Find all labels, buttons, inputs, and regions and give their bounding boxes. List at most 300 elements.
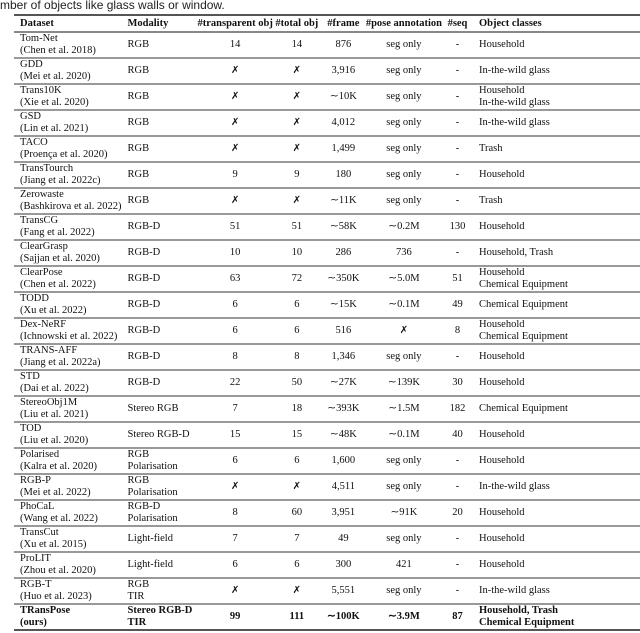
modality-cell: [121, 578, 197, 604]
object-class: Household: [478, 221, 525, 232]
dataset-cell: [14, 214, 121, 240]
seq-cell-value: -: [455, 585, 460, 596]
pose-annotation-cell-value: 421: [396, 559, 412, 570]
table-row: [14, 396, 640, 422]
frame-cell-value: ∼100K: [326, 611, 360, 622]
table-row: [14, 552, 640, 578]
frame-cell: [321, 162, 366, 188]
modality-value: RGB-D: [127, 377, 161, 388]
object-classes-cell: [473, 266, 640, 292]
dataset-cell: [14, 578, 121, 604]
dataset-citation: (Fang et al. 2022): [20, 227, 95, 238]
total-obj-cell: [273, 214, 321, 240]
total-obj-cell-value: 10: [291, 247, 303, 258]
total-obj-cell: [273, 292, 321, 318]
dataset-name: TransTourch: [20, 163, 74, 174]
total-obj-cell: [273, 448, 321, 474]
object-class: Chemical Equipment: [478, 403, 568, 414]
seq-cell-value: 8: [454, 325, 461, 336]
modality-value: Stereo RGB-D: [127, 429, 190, 440]
dataset-cell: [14, 136, 121, 162]
seq-cell-value: -: [455, 351, 460, 362]
total-obj-cell: [273, 84, 321, 110]
dataset-citation: (Jiang et al. 2022c): [20, 175, 101, 186]
dataset-citation: (Wang et al. 2022): [20, 513, 98, 524]
frame-cell: [321, 84, 366, 110]
seq-cell: [442, 396, 473, 422]
dataset-cell: [14, 110, 121, 136]
seq-cell-value: -: [455, 533, 460, 544]
object-classes-cell: [473, 318, 640, 344]
seq-cell: [442, 214, 473, 240]
pose-annotation-cell-value: seg only: [386, 351, 422, 362]
total-obj-cell-value: 14: [291, 39, 303, 50]
pose-annotation-cell-value: ∼0.1M: [388, 299, 420, 310]
total-obj-cell-value: 7: [294, 533, 300, 544]
modality-value: RGB-D: [127, 221, 161, 232]
pose-annotation-cell: [366, 604, 442, 630]
transparent-obj-cell-value: ✗: [230, 91, 240, 102]
transparent-obj-cell: [197, 526, 272, 552]
dataset-cell: [14, 448, 121, 474]
seq-cell: [442, 266, 473, 292]
transparent-obj-cell: [197, 344, 272, 370]
total-obj-cell-value: ✗: [292, 481, 302, 492]
total-obj-cell-value: 15: [291, 429, 303, 440]
dataset-citation: (Ichnowski et al. 2022): [20, 331, 118, 342]
pose-annotation-cell-value: seg only: [386, 169, 422, 180]
object-class: Household: [478, 507, 525, 518]
pose-annotation-cell: [366, 58, 442, 84]
transparent-obj-cell: [197, 266, 272, 292]
frame-cell-value: 286: [335, 247, 352, 258]
seq-cell: [442, 136, 473, 162]
transparent-obj-cell: [197, 422, 272, 448]
seq-cell-value: -: [455, 117, 460, 128]
modality-cell: [121, 292, 197, 318]
modality-cell: [121, 136, 197, 162]
modality-value: RGB: [127, 143, 150, 154]
object-classes-cell: [473, 292, 640, 318]
object-class: Household: [478, 377, 525, 388]
seq-cell-value: -: [455, 65, 460, 76]
object-class: In-the-wild glass: [478, 585, 550, 596]
table-row: [14, 604, 640, 630]
total-obj-cell-value: 9: [294, 169, 300, 180]
object-class: Household: [478, 533, 525, 544]
frame-cell: [321, 110, 366, 136]
total-obj-cell-value: ✗: [292, 585, 302, 596]
frame-cell: [321, 214, 366, 240]
header-frame: #frame: [321, 15, 366, 32]
seq-cell: [442, 162, 473, 188]
pose-annotation-cell-value: ∼1.5M: [388, 403, 420, 414]
frame-cell: [321, 526, 366, 552]
total-obj-cell-value: 50: [291, 377, 303, 388]
total-obj-cell: [273, 526, 321, 552]
transparent-obj-cell-value: 14: [229, 39, 241, 50]
total-obj-cell-value: 72: [291, 273, 303, 284]
seq-cell: [442, 552, 473, 578]
table-row: [14, 162, 640, 188]
total-obj-cell-value: ✗: [292, 195, 302, 206]
frame-cell: [321, 396, 366, 422]
modality-value: RGB: [127, 91, 150, 102]
dataset-cell: [14, 422, 121, 448]
table-row: [14, 32, 640, 58]
dataset-name: TRansPose: [20, 605, 71, 616]
dataset-citation: (Chen et al. 2022): [20, 279, 96, 290]
dataset-name: TODD: [20, 293, 49, 304]
dataset-citation: (Sajjan et al. 2020): [20, 253, 100, 264]
object-class: In-the-wild glass: [478, 481, 550, 492]
transparent-obj-cell-value: 7: [232, 403, 238, 414]
frame-cell: [321, 552, 366, 578]
object-class: Chemical Equipment: [478, 617, 575, 628]
frame-cell-value: ∼11K: [330, 195, 357, 206]
seq-cell-value: 20: [452, 507, 463, 518]
table-row: [14, 500, 640, 526]
object-classes-cell: [473, 448, 640, 474]
dataset-name: TransCG: [20, 215, 59, 226]
transparent-obj-cell-value: ✗: [230, 585, 240, 596]
table-row: [14, 578, 640, 604]
dataset-name: RGB-T: [20, 579, 52, 590]
transparent-obj-cell: [197, 240, 272, 266]
object-class: Household: [478, 429, 525, 440]
seq-cell-value: -: [455, 455, 460, 466]
object-class: Chemical Equipment: [478, 279, 568, 290]
dataset-name: Zerowaste: [20, 189, 64, 200]
frame-cell-value: 49: [338, 533, 349, 544]
total-obj-cell: [273, 32, 321, 58]
modality-value: TIR: [127, 591, 145, 602]
dataset-name: Polarised: [20, 449, 60, 460]
dataset-cell: [14, 474, 121, 500]
seq-cell: [442, 84, 473, 110]
dataset-cell: [14, 292, 121, 318]
seq-cell-value: 87: [452, 611, 463, 622]
total-obj-cell-value: 6: [294, 325, 300, 336]
seq-cell: [442, 292, 473, 318]
caption-fragment: mber of objects like glass walls or window.: [0, 0, 225, 12]
transparent-obj-cell: [197, 58, 272, 84]
modality-value: Polarisation: [127, 461, 178, 472]
transparent-obj-cell-value: ✗: [230, 481, 240, 492]
frame-cell: [321, 370, 366, 396]
modality-cell: [121, 58, 197, 84]
transparent-obj-cell: [197, 32, 272, 58]
object-classes-cell: [473, 240, 640, 266]
pose-annotation-cell: [366, 188, 442, 214]
dataset-name: GSD: [20, 111, 42, 122]
object-class: Household, Trash: [478, 247, 554, 258]
seq-cell: [442, 422, 473, 448]
header-modality: Modality: [121, 15, 197, 32]
transparent-obj-cell: [197, 578, 272, 604]
dataset-cell: [14, 266, 121, 292]
pose-annotation-cell: [366, 214, 442, 240]
transparent-obj-cell-value: ✗: [230, 117, 240, 128]
dataset-cell: [14, 162, 121, 188]
transparent-obj-cell-value: 8: [232, 507, 238, 518]
object-class: Household: [478, 319, 525, 330]
modality-value: Light-field: [127, 559, 173, 570]
pose-annotation-cell-value: ∼0.1M: [388, 429, 420, 440]
frame-cell-value: 516: [335, 325, 352, 336]
dataset-citation: (Chen et al. 2018): [20, 45, 96, 56]
header-pose-annotation: #pose annotation: [366, 15, 442, 32]
table-row: [14, 188, 640, 214]
modality-cell: [121, 84, 197, 110]
transparent-obj-cell-value: ✗: [230, 195, 240, 206]
frame-cell: [321, 136, 366, 162]
total-obj-cell-value: ✗: [292, 65, 302, 76]
pose-annotation-cell: [366, 422, 442, 448]
seq-cell-value: -: [455, 481, 460, 492]
object-class: Household: [478, 267, 525, 278]
transparent-obj-cell-value: 6: [232, 325, 238, 336]
seq-cell: [442, 578, 473, 604]
table-row: [14, 84, 640, 110]
total-obj-cell: [273, 422, 321, 448]
modality-value: RGB-D: [127, 501, 161, 512]
seq-cell: [442, 526, 473, 552]
pose-annotation-cell: [366, 318, 442, 344]
pose-annotation-cell: [366, 136, 442, 162]
transparent-obj-cell-value: 22: [229, 377, 241, 388]
object-classes-cell: [473, 162, 640, 188]
frame-cell-value: 3,916: [331, 65, 356, 76]
total-obj-cell-value: ✗: [292, 143, 302, 154]
modality-cell: [121, 266, 197, 292]
header-row: [14, 15, 640, 32]
transparent-obj-cell-value: 15: [229, 429, 241, 440]
seq-cell-value: 30: [452, 377, 463, 388]
total-obj-cell: [273, 344, 321, 370]
modality-cell: [121, 396, 197, 422]
dataset-citation: (Xie et al. 2020): [20, 97, 89, 108]
object-class: In-the-wild glass: [478, 117, 550, 128]
dataset-citation: (Bashkirova et al. 2022): [20, 201, 122, 212]
object-classes-cell: [473, 474, 640, 500]
object-classes-cell: [473, 422, 640, 448]
modality-cell: [121, 162, 197, 188]
modality-value: RGB: [127, 475, 150, 486]
modality-cell: [121, 474, 197, 500]
frame-cell-value: ∼10K: [329, 91, 357, 102]
dataset-citation: (Lin et al. 2021): [20, 123, 89, 134]
dataset-citation: (Liu et al. 2020): [20, 435, 89, 446]
table-row: [14, 344, 640, 370]
dataset-citation: (Huo et al. 2023): [20, 591, 92, 602]
pose-annotation-cell-value: ∼91K: [390, 507, 418, 518]
dataset-cell: [14, 344, 121, 370]
dataset-name: STD: [20, 371, 40, 382]
table-row: [14, 214, 640, 240]
transparent-obj-cell-value: 6: [232, 559, 238, 570]
table-row: [14, 422, 640, 448]
dataset-citation: (Dai et al. 2022): [20, 383, 89, 394]
object-class: Household, Trash: [478, 605, 558, 616]
dataset-cell: [14, 396, 121, 422]
dataset-name: TACO: [20, 137, 48, 148]
dataset-citation: (Proença et al. 2020): [20, 149, 108, 160]
pose-annotation-cell: [366, 526, 442, 552]
seq-cell-value: -: [455, 195, 460, 206]
transparent-obj-cell: [197, 604, 272, 630]
pose-annotation-cell: [366, 578, 442, 604]
transparent-obj-cell: [197, 318, 272, 344]
seq-cell-value: -: [455, 39, 460, 50]
dataset-name: RGB-P: [20, 475, 51, 486]
pose-annotation-cell-value: ∼3.9M: [387, 611, 420, 622]
seq-cell: [442, 474, 473, 500]
pose-annotation-cell: [366, 474, 442, 500]
transparent-obj-cell-value: 6: [232, 299, 238, 310]
frame-cell-value: ∼27K: [329, 377, 357, 388]
transparent-obj-cell: [197, 84, 272, 110]
object-classes-cell: [473, 526, 640, 552]
pose-annotation-cell: [366, 396, 442, 422]
total-obj-cell: [273, 370, 321, 396]
frame-cell-value: ∼48K: [329, 429, 357, 440]
total-obj-cell: [273, 500, 321, 526]
seq-cell: [442, 370, 473, 396]
frame-cell-value: 300: [335, 559, 352, 570]
modality-value: Light-field: [127, 533, 173, 544]
transparent-obj-cell: [197, 500, 272, 526]
frame-cell-value: 1,600: [331, 455, 356, 466]
object-classes-cell: [473, 500, 640, 526]
modality-cell: [121, 448, 197, 474]
table-body: [14, 32, 640, 630]
modality-value: RGB: [127, 579, 150, 590]
object-class: Household: [478, 455, 525, 466]
frame-cell: [321, 578, 366, 604]
pose-annotation-cell: [366, 448, 442, 474]
object-classes-cell: [473, 188, 640, 214]
transparent-obj-cell: [197, 162, 272, 188]
object-class: Chemical Equipment: [478, 331, 568, 342]
pose-annotation-cell: [366, 84, 442, 110]
frame-cell-value: 4,012: [331, 117, 356, 128]
frame-cell: [321, 32, 366, 58]
total-obj-cell-value: 6: [294, 559, 300, 570]
transparent-obj-cell: [197, 396, 272, 422]
seq-cell: [442, 110, 473, 136]
object-class: Household: [478, 39, 525, 50]
total-obj-cell: [273, 266, 321, 292]
pose-annotation-cell-value: seg only: [386, 117, 422, 128]
table-row: [14, 448, 640, 474]
table-row: [14, 474, 640, 500]
transparent-obj-cell: [197, 552, 272, 578]
pose-annotation-cell-value: ∼139K: [387, 377, 420, 388]
dataset-cell: [14, 552, 121, 578]
total-obj-cell: [273, 474, 321, 500]
seq-cell: [442, 344, 473, 370]
dataset-name: Tom-Net: [20, 33, 58, 44]
modality-cell: [121, 370, 197, 396]
total-obj-cell-value: 60: [291, 507, 303, 518]
dataset-citation: (Liu et al. 2021): [20, 409, 89, 420]
seq-cell: [442, 448, 473, 474]
table-row: [14, 370, 640, 396]
header-total-obj: #total obj: [273, 15, 321, 32]
dataset-cell: [14, 32, 121, 58]
total-obj-cell-value: 18: [291, 403, 303, 414]
pose-annotation-cell: [366, 110, 442, 136]
object-class: In-the-wild glass: [478, 97, 550, 108]
total-obj-cell: [273, 552, 321, 578]
modality-value: TIR: [127, 617, 147, 628]
object-class: Household: [478, 85, 525, 96]
dataset-citation: (Xu et al. 2022): [20, 305, 87, 316]
frame-cell: [321, 474, 366, 500]
frame-cell: [321, 500, 366, 526]
pose-annotation-cell: [366, 266, 442, 292]
pose-annotation-cell-value: seg only: [386, 91, 422, 102]
dataset-name: PhoCaL: [20, 501, 55, 512]
header-object-classes: Object classes: [473, 15, 640, 32]
pose-annotation-cell: [366, 240, 442, 266]
dataset-comparison-table: [14, 14, 640, 631]
modality-value: Polarisation: [127, 513, 178, 524]
total-obj-cell: [273, 240, 321, 266]
total-obj-cell-value: 8: [294, 351, 300, 362]
object-classes-cell: [473, 84, 640, 110]
pose-annotation-cell: [366, 552, 442, 578]
seq-cell: [442, 58, 473, 84]
pose-annotation-cell-value: ∼0.2M: [388, 221, 420, 232]
frame-cell-value: ∼393K: [327, 403, 360, 414]
object-class: Household: [478, 169, 525, 180]
object-class: Trash: [478, 143, 503, 154]
total-obj-cell: [273, 396, 321, 422]
pose-annotation-cell-value: ✗: [399, 325, 409, 336]
modality-value: Polarisation: [127, 487, 178, 498]
modality-cell: [121, 32, 197, 58]
modality-cell: [121, 526, 197, 552]
seq-cell: [442, 318, 473, 344]
frame-cell-value: 4,511: [331, 481, 355, 492]
total-obj-cell: [273, 58, 321, 84]
modality-value: Stereo RGB-D: [127, 605, 193, 616]
seq-cell-value: 182: [449, 403, 466, 414]
modality-value: RGB-D: [127, 273, 161, 284]
dataset-citation: (Mei et al. 2020): [20, 71, 91, 82]
modality-value: RGB: [127, 117, 150, 128]
dataset-cell: [14, 58, 121, 84]
frame-cell-value: ∼15K: [329, 299, 357, 310]
transparent-obj-cell-value: 7: [232, 533, 238, 544]
object-classes-cell: [473, 552, 640, 578]
modality-value: RGB: [127, 195, 150, 206]
modality-cell: [121, 500, 197, 526]
table-row: [14, 266, 640, 292]
table-row: [14, 110, 640, 136]
transparent-obj-cell-value: 99: [229, 611, 241, 622]
total-obj-cell: [273, 110, 321, 136]
frame-cell-value: 1,346: [331, 351, 356, 362]
object-classes-cell: [473, 396, 640, 422]
dataset-name: TOD: [20, 423, 42, 434]
pose-annotation-cell-value: ∼5.0M: [388, 273, 420, 284]
object-classes-cell: [473, 370, 640, 396]
transparent-obj-cell: [197, 110, 272, 136]
frame-cell-value: 876: [335, 39, 352, 50]
